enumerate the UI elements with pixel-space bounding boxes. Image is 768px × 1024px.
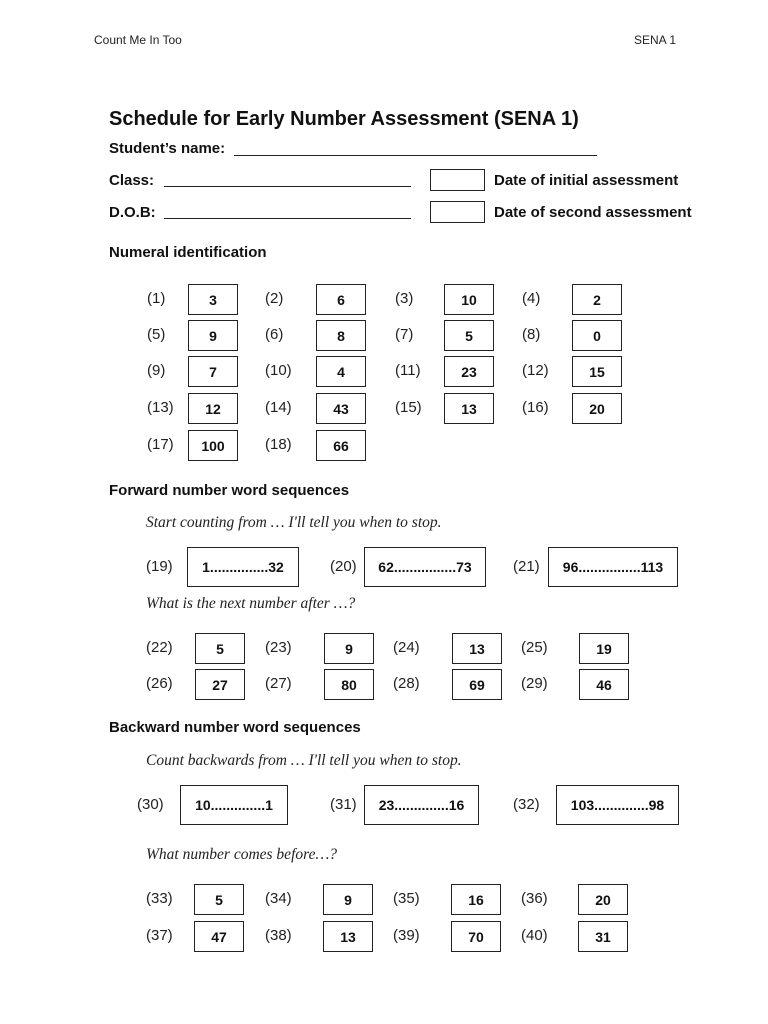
numeral-box: 66 xyxy=(316,430,366,461)
page-title: Schedule for Early Number Assessment (SENA 1) xyxy=(109,108,579,130)
answer-box: 69 xyxy=(452,669,502,700)
item-number: (14) xyxy=(265,399,292,416)
answer-box: 9 xyxy=(323,884,373,915)
sequence-box: 96................113 xyxy=(548,547,678,587)
answer-box: 80 xyxy=(324,669,374,700)
sequence-box: 62................73 xyxy=(364,547,486,587)
item-number: (13) xyxy=(147,399,174,416)
forward-instruction-2: What is the next number after …? xyxy=(146,595,356,612)
item-number: (24) xyxy=(393,639,420,656)
backward-heading: Backward number word sequences xyxy=(109,719,361,736)
numeral-box: 10 xyxy=(444,284,494,315)
item-number: (34) xyxy=(265,890,292,907)
item-number: (4) xyxy=(522,290,541,307)
answer-box: 16 xyxy=(451,884,501,915)
numeral-box: 4 xyxy=(316,356,366,387)
item-number: (3) xyxy=(395,290,414,307)
answer-box: 5 xyxy=(195,633,245,664)
item-number: (27) xyxy=(265,675,292,692)
date-second-label: Date of second assessment xyxy=(494,204,692,221)
backward-instruction-2: What number comes before…? xyxy=(146,846,337,863)
numeral-box: 5 xyxy=(444,320,494,351)
item-number: (12) xyxy=(522,362,549,379)
answer-box: 47 xyxy=(194,921,244,952)
item-number: (22) xyxy=(146,639,173,656)
sequence-box: 10..............1 xyxy=(180,785,288,825)
student-name-label: Student’s name: xyxy=(109,140,226,157)
answer-box: 20 xyxy=(578,884,628,915)
item-number: (25) xyxy=(521,639,548,656)
item-number: (21) xyxy=(513,558,540,575)
numeral-box: 43 xyxy=(316,393,366,424)
answer-box: 31 xyxy=(578,921,628,952)
numeral-box: 2 xyxy=(572,284,622,315)
numeral-box: 7 xyxy=(188,356,238,387)
item-number: (17) xyxy=(147,436,174,453)
dob-label: D.O.B: xyxy=(109,204,156,221)
item-number: (32) xyxy=(513,796,540,813)
class-label: Class: xyxy=(109,172,155,189)
answer-box: 46 xyxy=(579,669,629,700)
item-number: (33) xyxy=(146,890,173,907)
numeral-box: 100 xyxy=(188,430,238,461)
numeral-box: 12 xyxy=(188,393,238,424)
numeral-box: 15 xyxy=(572,356,622,387)
item-number: (30) xyxy=(137,796,164,813)
numeral-box: 20 xyxy=(572,393,622,424)
header-left: Count Me In Too xyxy=(94,33,182,47)
forward-instruction-1: Start counting from … I'll tell you when to stop. xyxy=(146,514,442,531)
student-name-line[interactable] xyxy=(234,155,597,156)
sequence-box: 1...............32 xyxy=(187,547,299,587)
item-number: (20) xyxy=(330,558,357,575)
answer-box: 19 xyxy=(579,633,629,664)
date-initial-box[interactable] xyxy=(430,169,485,191)
item-number: (7) xyxy=(395,326,414,343)
item-number: (38) xyxy=(265,927,292,944)
answer-box: 70 xyxy=(451,921,501,952)
item-number: (16) xyxy=(522,399,549,416)
item-number: (2) xyxy=(265,290,284,307)
numeral-box: 23 xyxy=(444,356,494,387)
numeral-box: 0 xyxy=(572,320,622,351)
forward-heading: Forward number word sequences xyxy=(109,482,350,499)
sequence-box: 23..............16 xyxy=(364,785,479,825)
numeral-box: 8 xyxy=(316,320,366,351)
numeral-box: 13 xyxy=(444,393,494,424)
numeral-box: 6 xyxy=(316,284,366,315)
class-line[interactable] xyxy=(164,186,411,187)
backward-instruction-1: Count backwards from … I'll tell you when to stop. xyxy=(146,752,462,769)
item-number: (6) xyxy=(265,326,284,343)
item-number: (40) xyxy=(521,927,548,944)
answer-box: 27 xyxy=(195,669,245,700)
date-second-box[interactable] xyxy=(430,201,485,223)
numeral-box: 3 xyxy=(188,284,238,315)
item-number: (29) xyxy=(521,675,548,692)
date-initial-label: Date of initial assessment xyxy=(494,172,679,189)
item-number: (26) xyxy=(146,675,173,692)
item-number: (10) xyxy=(265,362,292,379)
answer-box: 9 xyxy=(324,633,374,664)
item-number: (35) xyxy=(393,890,420,907)
answer-box: 13 xyxy=(323,921,373,952)
answer-box: 13 xyxy=(452,633,502,664)
item-number: (37) xyxy=(146,927,173,944)
item-number: (18) xyxy=(265,436,292,453)
item-number: (5) xyxy=(147,326,166,343)
answer-box: 5 xyxy=(194,884,244,915)
item-number: (19) xyxy=(146,558,173,575)
item-number: (23) xyxy=(265,639,292,656)
item-number: (15) xyxy=(395,399,422,416)
item-number: (1) xyxy=(147,290,166,307)
item-number: (31) xyxy=(330,796,357,813)
item-number: (28) xyxy=(393,675,420,692)
item-number: (36) xyxy=(521,890,548,907)
item-number: (8) xyxy=(522,326,541,343)
item-number: (11) xyxy=(395,362,421,379)
item-number: (39) xyxy=(393,927,420,944)
numeral-box: 9 xyxy=(188,320,238,351)
dob-line[interactable] xyxy=(164,218,411,219)
header-right: SENA 1 xyxy=(634,33,677,47)
sequence-box: 103..............98 xyxy=(556,785,679,825)
item-number: (9) xyxy=(147,362,166,379)
numeral-heading: Numeral identification xyxy=(109,244,267,261)
